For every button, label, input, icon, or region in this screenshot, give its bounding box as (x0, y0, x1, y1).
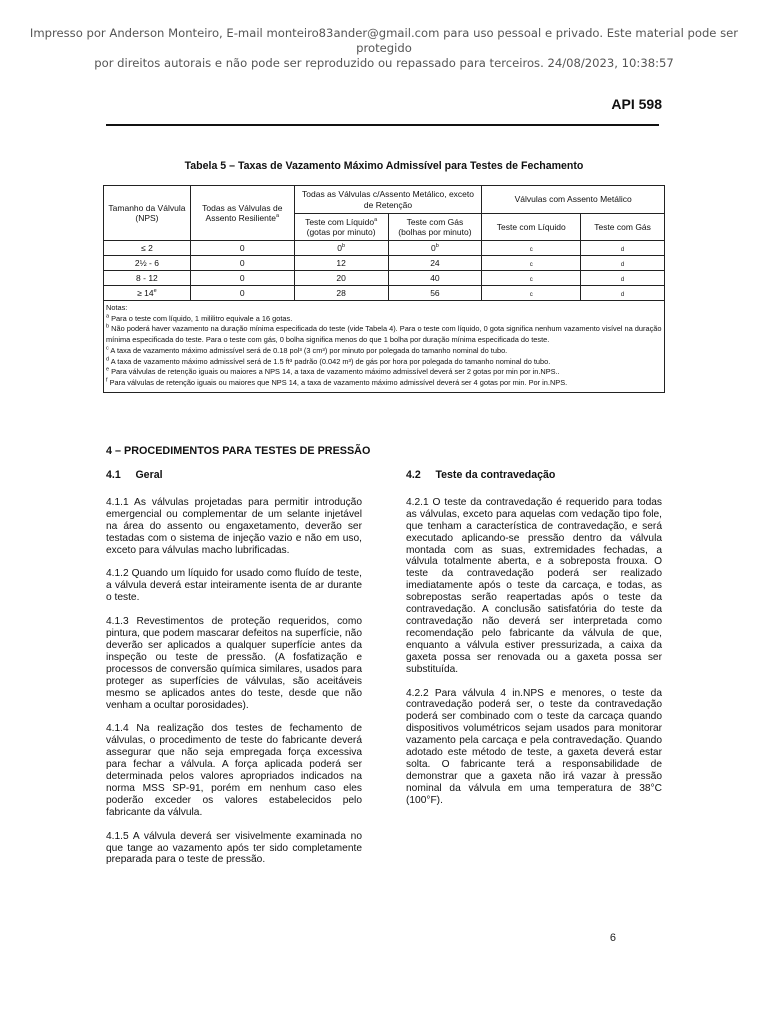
header-all-metal-seat: Todas as Válvulas c/Assento Metálico, exceto de Retenção (294, 186, 482, 214)
table-notes-row (104, 301, 665, 393)
paragraph-4-1-5: 4.1.5 A válvula deverá ser visivelmente examinada no que tange ao vazamento após ter sido completamente preparada para o teste de pressão. (106, 830, 362, 866)
table-note: $^f$ Para válvulas de retenção iguais ou maiores que NPS 14, a taxa de vazamento máximo admissível deverá ser 4 gotas por min. Por in.NPS. (106, 377, 568, 387)
header-gas-test: Teste com Gás (bolhas por minuto) (388, 214, 482, 241)
header-metal-gas-test: Teste com Gás (581, 214, 665, 241)
header-metal-liquid-test: Teste com Líquido (482, 214, 581, 241)
table-row: 8 - 12 0 20 40 c d (104, 271, 665, 286)
table-note: $^d$ A taxa de vazamento máximo admissível será de 1.5 ft³ padrão (0.042 m³) de gás por hora por polegada do tamanho nominal do tubo. (106, 356, 551, 366)
header-metal-seat-valves: Válvulas com Assento Metálico (482, 186, 665, 214)
paragraph-4-1-3: 4.1.3 Revestimentos de proteção requeridos, como pintura, que podem mascarar defeitos na superfície, não deverão ser aplicados a qualquer superfície antes da inspeção ou teste de pressão. (A fosfatização e processos de conversão química similares, usados para proteger as superfícies de válvulas, são aceitáveis mesmo se aplicados antes do teste, desde que não venham a ocultar porosidades). (106, 616, 362, 711)
paragraph-4-1-1: 4.1.1 As válvulas projetadas para permitir introdução emergencial ou complementar de um selante injetável na área do assento ou engaxetamento, deverão ser testadas com o sistema de injeção vazio e não em uso, exceto para válvulas macho lubrificadas. (106, 496, 362, 556)
right-column (406, 470, 662, 819)
table-note: $^a$ Para o teste com líquido, 1 mililitro equivale a 16 gotas. (106, 313, 293, 323)
table-row: ≥ $14^e$ 0 28 56 c d (104, 286, 665, 301)
left-column (106, 470, 362, 878)
table-note: $^e$ Para válvulas de retenção iguais ou maiores a NPS 14, a taxa de vazamento máximo admissível deverá ser 2 gotas por min por in.NPS.. (106, 366, 560, 377)
table-header-row-1 (104, 186, 665, 214)
table-note: $^b$ Não poderá haver vazamento na duração mínima especificada do teste (vide Tabela 4). Para o teste com líquido, 0 gota significa nenhum vazamento visível na duração mínima especificada do teste. Para o teste com gás, 0 bolha significa menos do que 1 bolha por duração mínima especificada do teste. (106, 323, 662, 345)
watermark-line-2: por direitos autorais e não pode ser reproduzido ou repassado para terceiros. 24/08/2023, 10:38:57 (94, 56, 674, 70)
subsection-heading-backseat: 4.2 Teste da contravedação (406, 469, 556, 481)
header-liquid-test: Teste com Líquido$^a$ (gotas por minuto) (294, 214, 388, 241)
paragraph-4-2-2: 4.2.2 Para válvula 4 in.NPS e menores, o teste da contravedação poderá ser, o teste da contravedação poderá ser combinado com o teste da carcaça quando dispositivos volumétricos sejam usados para monitorar vazamento pela carcaça e pela contravedação. Quando adotado este método de teste, a gaxeta deverá estar solta. O fabricante terá a responsabilidade de demonstrar que a gaxeta não irá vazar à pressão nominal da válvula em uma temperatura de 38°C (100°F). (406, 687, 662, 806)
table-notes (104, 301, 665, 393)
notes-label: Notas: (106, 303, 128, 312)
page-number: 6 (609, 932, 616, 944)
table-row: 2½ - 6 0 12 24 c d (104, 256, 665, 271)
header-valve-size: Tamanho da Válvula (NPS) (104, 186, 191, 241)
document-code: API 598 (611, 96, 662, 112)
header-rule (106, 124, 659, 126)
leakage-rate-table (103, 185, 665, 393)
header-resilient-seat: Todas as Válvulas de Assento Resiliente$^a$ (190, 186, 294, 241)
paragraph-4-1-2: 4.1.2 Quando um líquido for usado como fluído de teste, a válvula deverá estar inteiramente isenta de ar durante o teste. (106, 568, 362, 604)
watermark-line-1: Impresso por Anderson Monteiro, E-mail monteiro83ander@gmail.com para uso pessoal e privado. Este material pode ser protegido (29, 26, 739, 55)
paragraph-4-1-4: 4.1.4 Na realização dos testes de fechamento de válvulas, o procedimento de teste do fabricante deverá assegurar que não seja empregada força excessiva para fechar a válvula. A força aplicada poderá ser determinada pelos valores apropriados indicados na norma MSS SP-91, porém em nenhum caso eles poderão exceder os valores estabelecidos pelo fabricante da válvula. (106, 723, 362, 818)
copyright-watermark (20, 26, 748, 71)
table-title: Tabela 5 – Taxas de Vazamento Máximo Admissível para Testes de Fechamento (184, 160, 584, 172)
table-row: ≤ 2 0 0$^b$ 0$^b$ c d (104, 241, 665, 256)
paragraph-4-2-1: 4.2.1 O teste da contravedação é requerido para todas as válvulas, exceto para aquelas com vedação tipo fole, que tenham a característica de contravedação, e será executado aplicando-se pressão dentro da válvula montada com as suas, extremidades fechadas, a válvula totalmente aberta, e a sobreposta frouxa. O teste da contravedação poderá ser realizado imediatamente após o teste da carcaça, e todas, as sobrepostas serão reapertadas após o teste da contravedação. A conclusão satisfatória do teste da contravedação não deverá ser interpretada como recomendação pelo fabricante da válvula de que, enquanto a válvula estiver pressurizada, a caixa da gaxeta possa ser renovada ou a gaxeta possa ser substituída. (406, 496, 662, 675)
section-title: 4 – PROCEDIMENTOS PARA TESTES DE PRESSÃO (106, 445, 371, 457)
table-note: $^c$ A taxa de vazamento máximo admissível será de 0.18 pol³ (3 cm³) por minuto por polegada do tamanho nominal do tubo. (106, 345, 508, 355)
subsection-heading-general: 4.1 Geral (106, 469, 163, 481)
